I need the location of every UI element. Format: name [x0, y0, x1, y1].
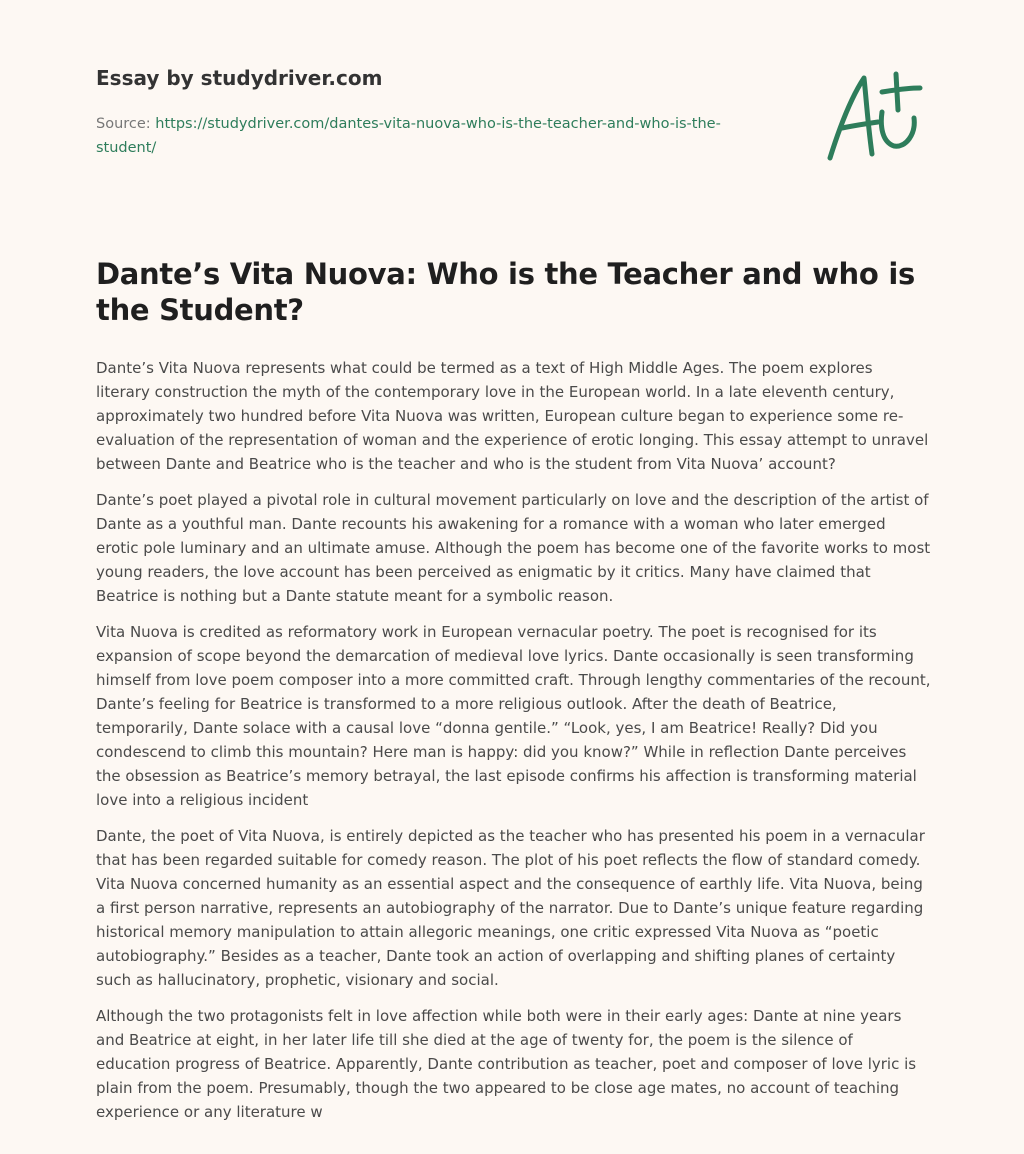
- essay-paragraph: Dante’s Vita Nuova represents what could be termed as a text of High Middle Ages. The poem explores literary construction the myth of the contemporary love in the European world. In a late eleventh century, approximately two hundred before Vita Nuova was written, European culture began to experience some re-evaluation of the representation of woman and the experience of erotic longing. This essay attempt to unravel between Dante and Beatrice who is the teacher and who is the student from Vita Nuova’ account?: [96, 359, 929, 473]
- essay-paragraph: Vita Nuova is credited as reformatory work in European vernacular poetry. The poet is recognised for its expansion of scope beyond the demarcation of medieval love lyrics. Dante occasionally is seen transforming himself from love poem composer into a more committed craft. Through lengthy commentaries of the recount, Dante’s feeling for Beatrice is transformed to a more religious outlook. After the death of Beatrice, temporarily, Dante solace with a causal love “donna gentile.” “Look, yes, I am Beatrice! Really? Did you condescend to climb this mountain? Here man is happy: did you know?” While in reflection Dante perceives the obsession as Beatrice’s memory betrayal, the last episode confirms his affection is transforming material love into a religious incident: [96, 623, 931, 809]
- essay-title: Dante’s Vita Nuova: Who is the Teacher and who is the Student?: [96, 257, 915, 327]
- essay-paragraph: Dante’s poet played a pivotal role in cultural movement particularly on love and the description of the artist of Dante as a youthful man. Dante recounts his awakening for a romance with a woman who later emerged erotic pole luminary and an ultimate amuse. Although the poem has become one of the favorite works to most young readers, the love account has been perceived as enigmatic by it critics. Many have claimed that Beatrice is nothing but a Dante statute meant for a symbolic reason.: [96, 491, 931, 605]
- source-link-line2: student/: [96, 140, 157, 156]
- essay-paragraph: Although the two protagonists felt in love affection while both were in their early ages: Dante at nine years and Beatrice at eight, in her later life till she died at the age of twenty for, the poem is the silence of education progress of Beatrice. Apparently, Dante contribution as teacher, poet and composer of love lyric is plain from the poem. Presumably, though the two appeared to be close age mates, no account of teaching experience or any literature w: [96, 1007, 917, 1121]
- source-label: Source:: [96, 116, 151, 132]
- essay-paragraph: Dante, the poet of Vita Nuova, is entirely depicted as the teacher who has presented his poem in a vernacular that has been regarded suitable for comedy reason. The plot of his poet reflects the flow of standard comedy. Vita Nuova concerned humanity as an essential aspect and the consequence of earthly life. Vita Nuova, being a first person narrative, represents an autobiography of the narrator. Due to Dante’s unique feature regarding historical memory manipulation to attain allegoric meanings, one critic expressed Vita Nuova as “poetic autobiography.” Besides as a teacher, Dante took an action of overlapping and shifting planes of certainty such as hallucinatory, prophetic, visionary and social.: [96, 827, 925, 989]
- source-line: [96, 112, 776, 160]
- essay-body: [96, 356, 931, 1136]
- header: [96, 64, 776, 160]
- a-plus-icon: [820, 66, 930, 166]
- site-title: Essay by studydriver.com: [96, 66, 383, 90]
- source-link[interactable]: [96, 116, 721, 156]
- a-plus-logo: [820, 66, 930, 166]
- source-link-line1: https://studydriver.com/dantes-vita-nuova-who-is-the-teacher-and-who-is-the-: [155, 116, 721, 132]
